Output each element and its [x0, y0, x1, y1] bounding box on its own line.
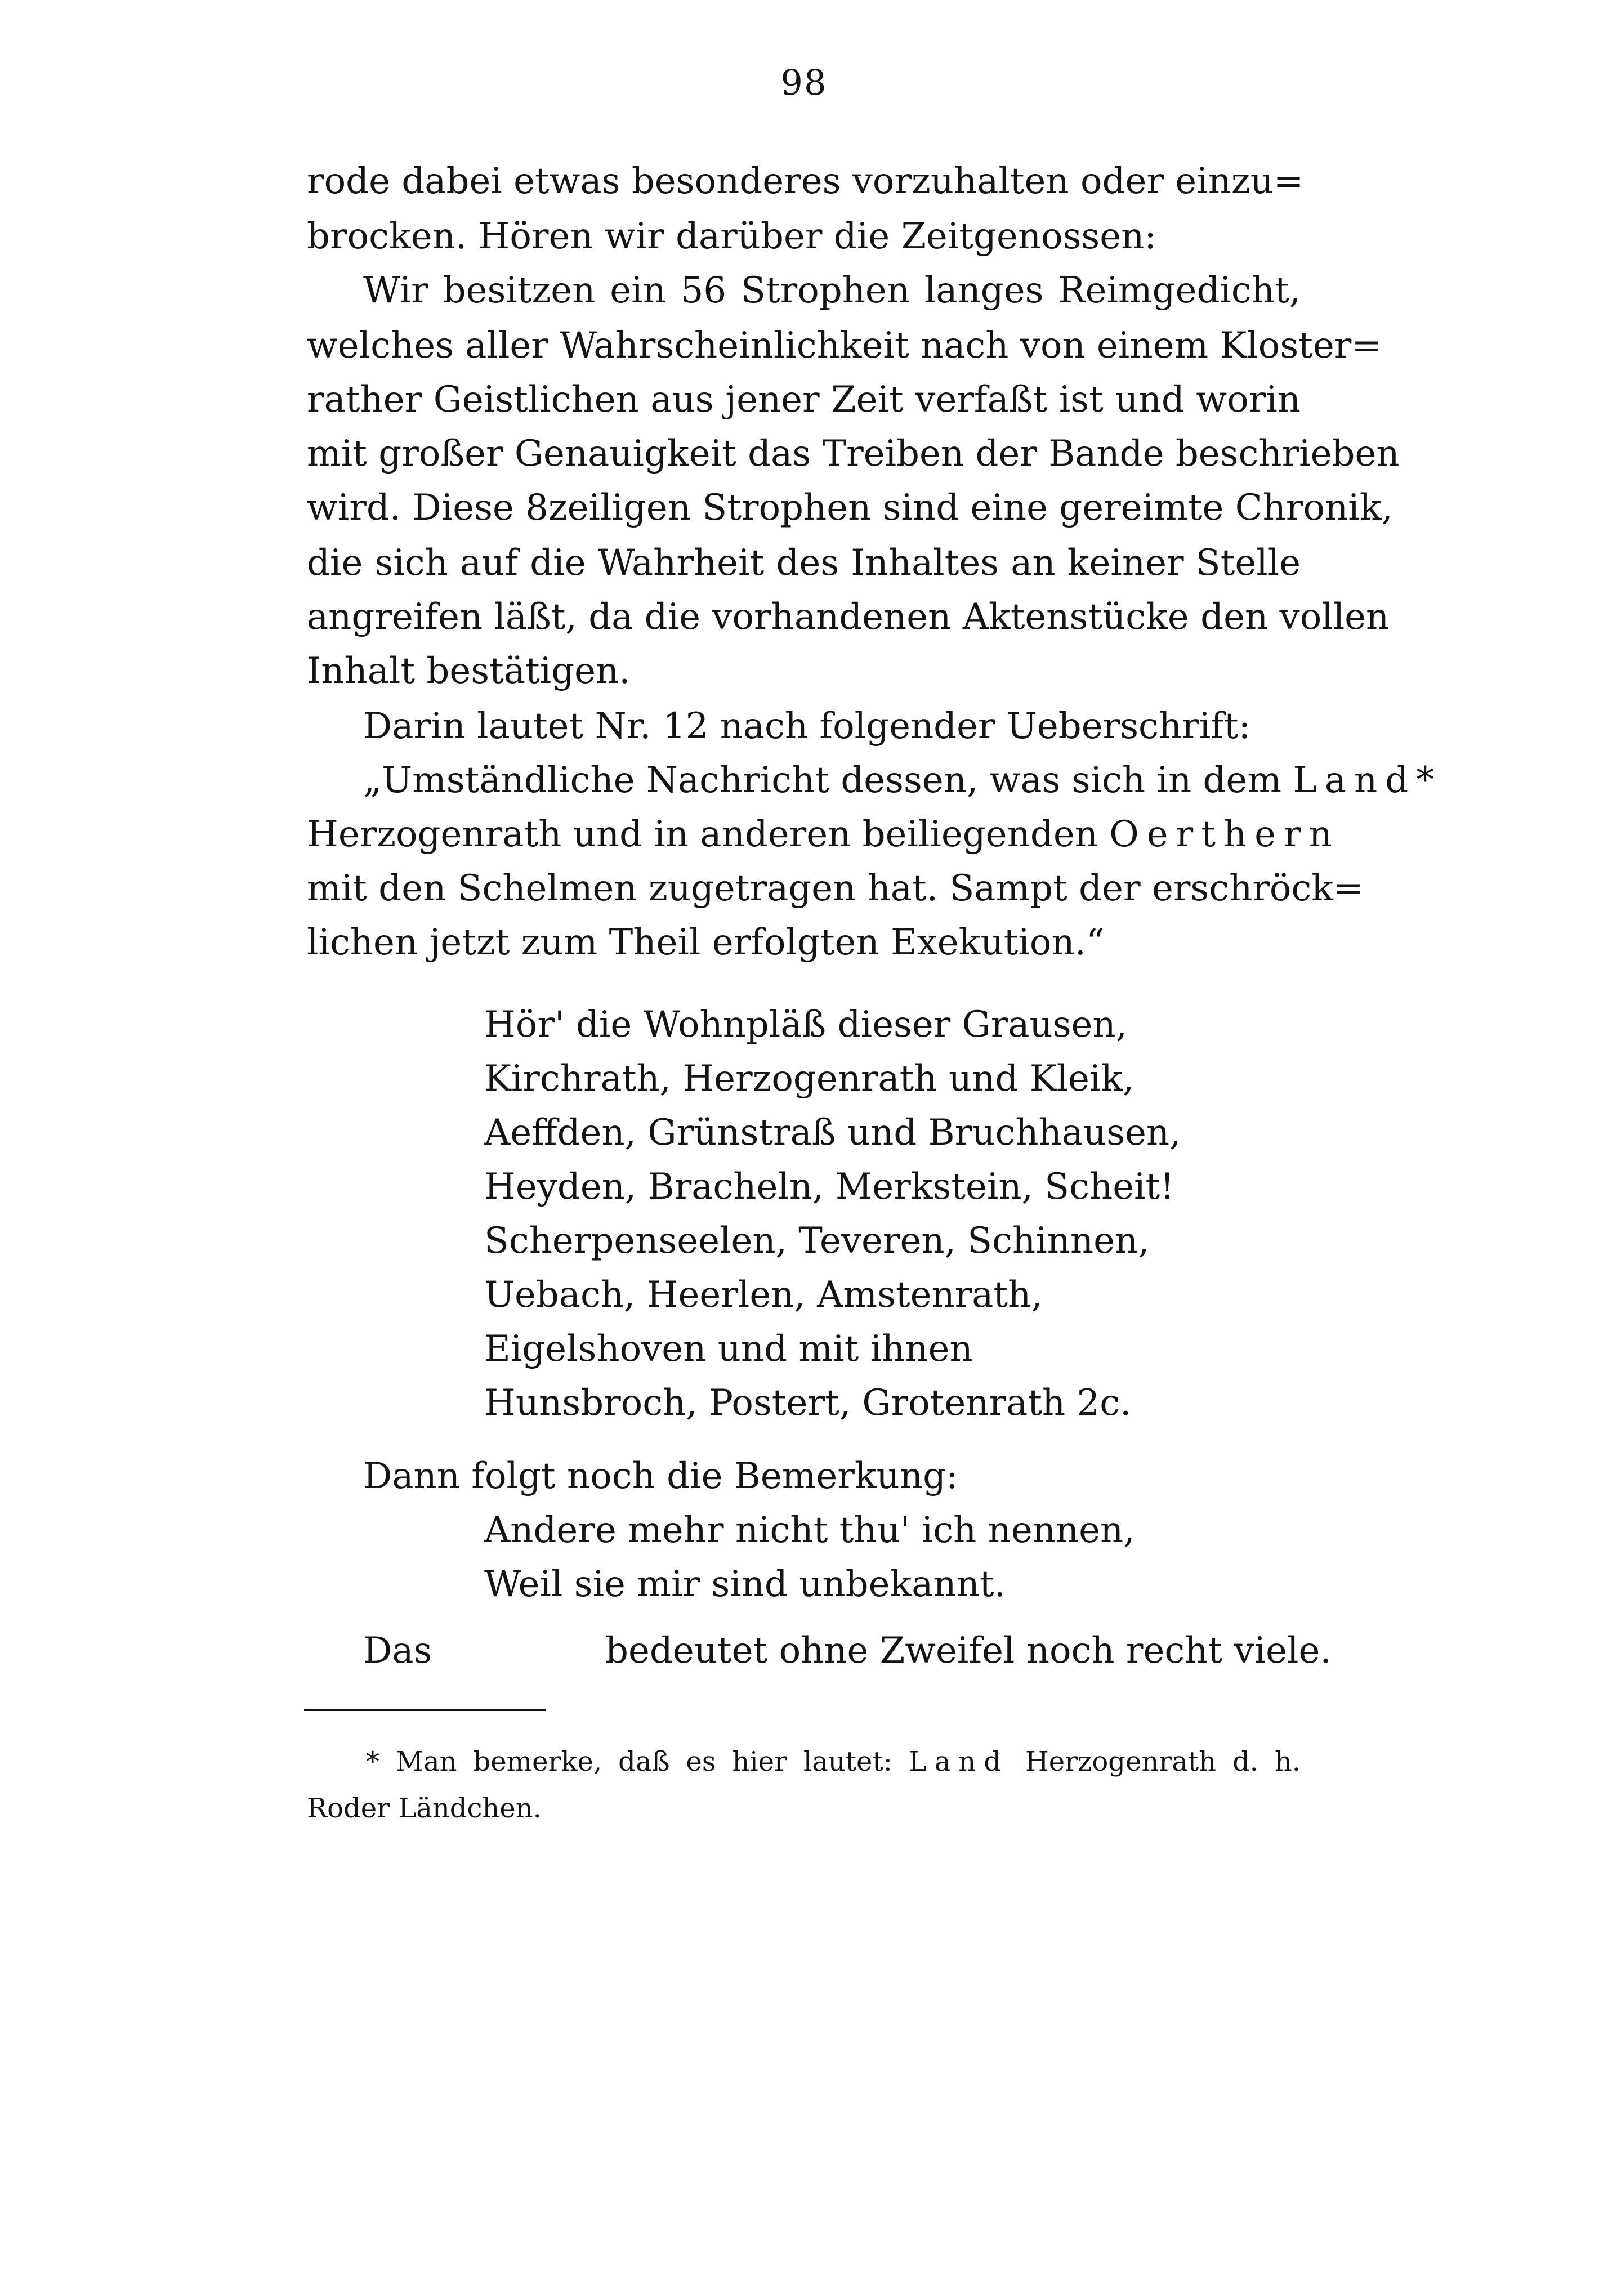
body-line-9: angreifen läßt, da die vorhandenen Aktenstücke den vollen	[307, 596, 1390, 638]
footnote-line-1	[366, 1748, 1301, 1775]
remark-verse-1: Andere mehr nicht thu' ich nennen,	[484, 1509, 1135, 1551]
spaced-word-oerthern: Oerthern	[1109, 814, 1340, 855]
body-line-2: brocken. Hören wir darüber die Zeitgenossen:	[307, 216, 1156, 257]
poem-line-1: Hör' die Wohnpläß dieser Grausen,	[484, 1004, 1127, 1046]
body-line-4: welches aller Wahrscheinlichkeit nach von einem Kloster=	[307, 325, 1382, 367]
body-line-10: Inhalt bestätigen.	[307, 650, 631, 692]
quote-text: „Umständliche Nachricht dessen, was sich in dem	[363, 760, 1293, 801]
closing-word: Das	[363, 1630, 432, 1672]
body-line-1: rode dabei etwas besonderes vorzuhalten oder einzu=	[307, 160, 1304, 202]
quote-line-1	[363, 760, 1442, 801]
poem-line-5: Scherpenseelen, Teveren, Schinnen,	[484, 1220, 1150, 1262]
body-line-8: die sich auf die Wahrheit des Inhaltes an keiner Stelle	[307, 542, 1301, 584]
footnote-line-2: Roder Ländchen.	[307, 1793, 542, 1824]
body-line-6: mit großer Genauigkeit das Treiben der Bande beschrieben	[307, 433, 1400, 475]
remark-intro: Dann folgt noch die Bemerkung:	[363, 1455, 958, 1497]
quote-text: Herzogenrath und in anderen beiliegenden	[307, 814, 1110, 855]
poem-line-6: Uebach, Heerlen, Amstenrath,	[484, 1274, 1043, 1316]
page-number: 98	[780, 62, 828, 103]
footnote-rule	[304, 1709, 546, 1711]
body-line-7: wird. Diese 8zeiligen Strophen sind eine gereimte Chronik,	[307, 487, 1393, 529]
poem-line-3: Aeffden, Grünstraß und Bruchhausen,	[484, 1112, 1181, 1154]
poem-line-4: Heyden, Bracheln, Merkstein, Scheit!	[484, 1166, 1174, 1208]
body-line-3: Wir besitzen ein 56 Strophen langes Reimgedicht,	[363, 270, 1301, 311]
quote-line-2	[307, 814, 1340, 855]
closing-sentence: bedeutet ohne Zweifel noch recht viele.	[605, 1630, 1332, 1672]
footnote-spaced-land: Land	[908, 1746, 1009, 1777]
body-line-5: rather Geistlichen aus jener Zeit verfaßt ist und worin	[307, 379, 1301, 421]
poem-line-7: Eigelshoven und mit ihnen	[484, 1328, 973, 1370]
spaced-word-land: Land*	[1293, 760, 1442, 801]
footnote-text: Herzogenrath d. h.	[1008, 1746, 1301, 1777]
poem-line-8: Hunsbroch, Postert, Grotenrath 2c.	[484, 1382, 1132, 1424]
quote-line-3: mit den Schelmen zugetragen hat. Sampt der erschröck=	[307, 868, 1364, 909]
body-line-11: Darin lautet Nr. 12 nach folgender Ueberschrift:	[363, 705, 1251, 747]
footnote-text: * Man bemerke, daß es hier lautet:	[366, 1746, 909, 1777]
poem-line-2: Kirchrath, Herzogenrath und Kleik,	[484, 1058, 1134, 1100]
quote-line-4: lichen jetzt zum Theil erfolgten Exekution.“	[307, 922, 1105, 963]
remark-verse-2: Weil sie mir sind unbekannt.	[484, 1564, 1006, 1605]
